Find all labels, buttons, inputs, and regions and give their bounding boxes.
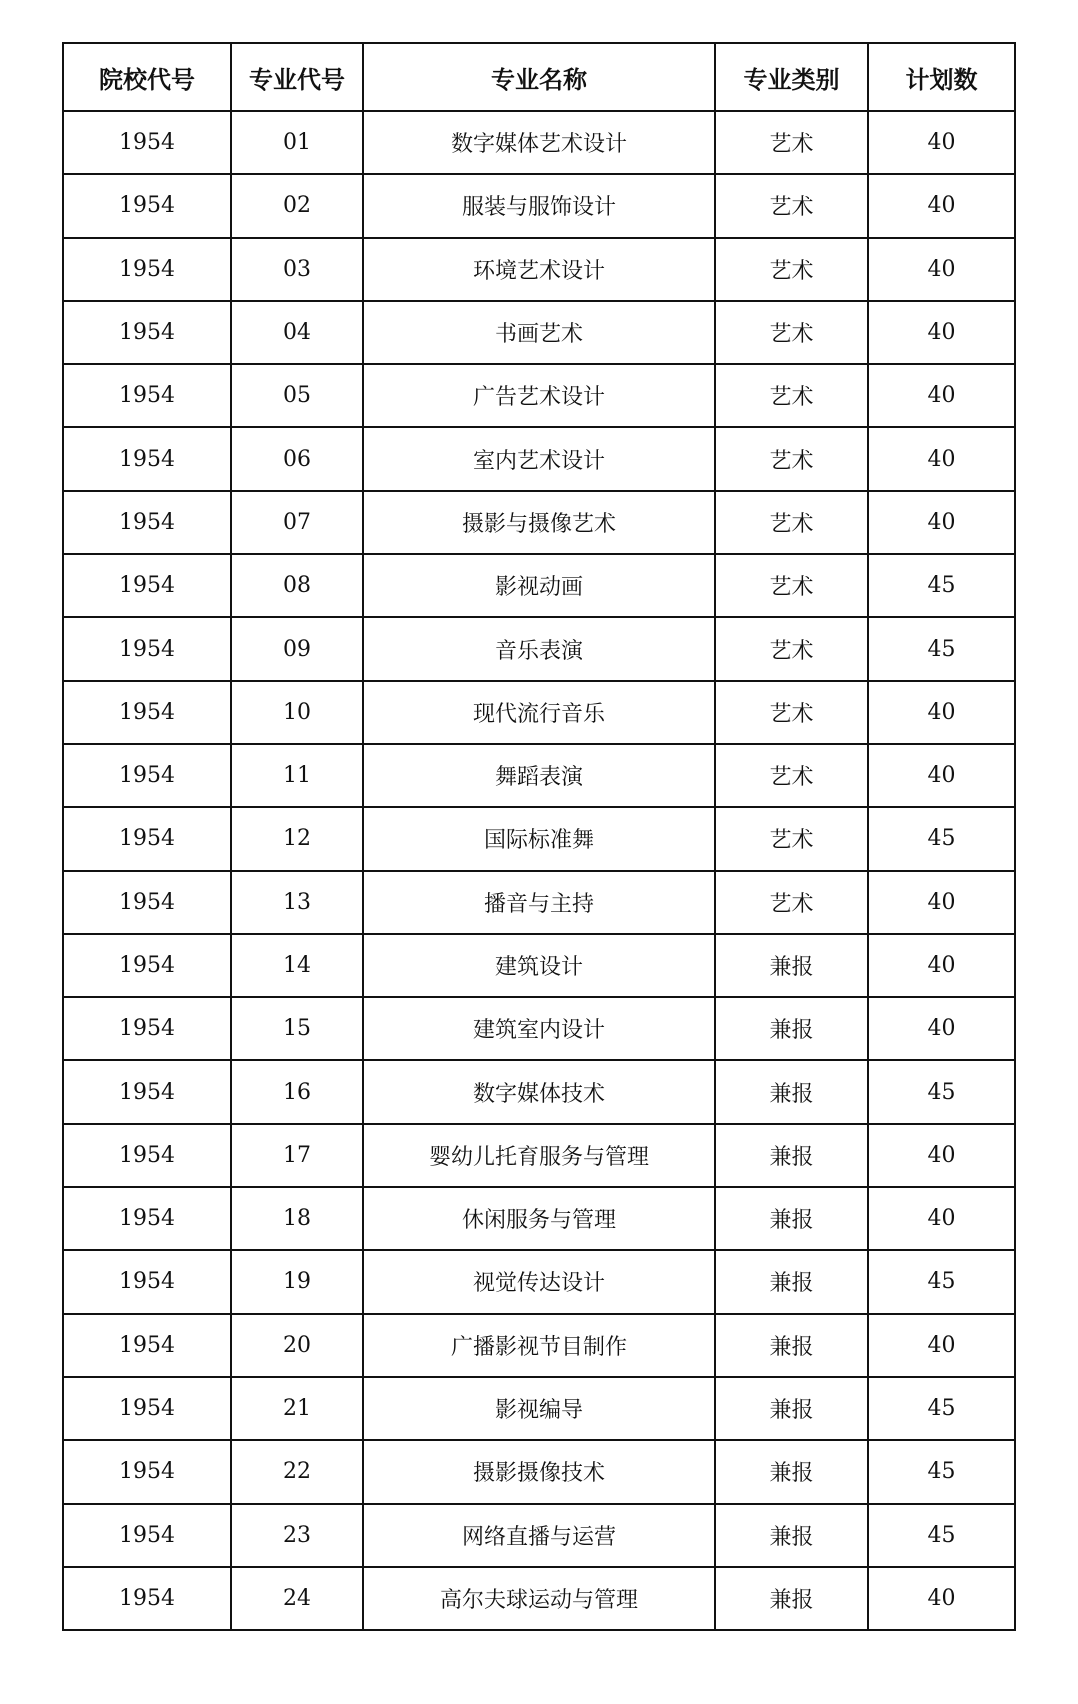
plan-count-cell: 40: [868, 934, 1015, 997]
major-name-cell: 广播影视节目制作: [363, 1314, 715, 1377]
table-row: [63, 681, 1015, 744]
table-header: [63, 43, 1015, 111]
plan-count-cell: 45: [868, 1060, 1015, 1123]
major-category-cell: 艺术: [715, 427, 868, 490]
table-row: [63, 1250, 1015, 1313]
school-code-cell: 1954: [63, 554, 231, 617]
header-school-code: 院校代号: [63, 43, 231, 111]
school-code-cell: 1954: [63, 427, 231, 490]
plan-count-cell: 45: [868, 807, 1015, 870]
major-code-cell: 15: [231, 997, 363, 1060]
major-category-cell: 艺术: [715, 238, 868, 301]
header-major-code: 专业代号: [231, 43, 363, 111]
major-name-cell: 网络直播与运营: [363, 1504, 715, 1567]
school-code-cell: 1954: [63, 617, 231, 680]
major-code-cell: 24: [231, 1567, 363, 1630]
major-code-cell: 12: [231, 807, 363, 870]
major-code-cell: 20: [231, 1314, 363, 1377]
school-code-cell: 1954: [63, 1440, 231, 1503]
enrollment-plan-table: [62, 42, 1016, 1631]
major-category-cell: 兼报: [715, 1504, 868, 1567]
major-name-cell: 婴幼儿托育服务与管理: [363, 1124, 715, 1187]
major-code-cell: 14: [231, 934, 363, 997]
major-name-cell: 影视编导: [363, 1377, 715, 1440]
table-row: [63, 238, 1015, 301]
major-category-cell: 艺术: [715, 301, 868, 364]
major-code-cell: 23: [231, 1504, 363, 1567]
table-row: [63, 1124, 1015, 1187]
major-category-cell: 兼报: [715, 1187, 868, 1250]
major-name-cell: 建筑设计: [363, 934, 715, 997]
header-major-name: 专业名称: [363, 43, 715, 111]
major-category-cell: 兼报: [715, 1060, 868, 1123]
school-code-cell: 1954: [63, 1567, 231, 1630]
major-category-cell: 艺术: [715, 554, 868, 617]
major-name-cell: 服装与服饰设计: [363, 174, 715, 237]
table-row: [63, 554, 1015, 617]
major-name-cell: 播音与主持: [363, 871, 715, 934]
plan-count-cell: 40: [868, 997, 1015, 1060]
table-row: [63, 1567, 1015, 1630]
school-code-cell: 1954: [63, 807, 231, 870]
table-row: [63, 997, 1015, 1060]
plan-count-cell: 40: [868, 427, 1015, 490]
plan-count-cell: 40: [868, 301, 1015, 364]
plan-count-cell: 45: [868, 617, 1015, 680]
plan-count-cell: 40: [868, 744, 1015, 807]
school-code-cell: 1954: [63, 1060, 231, 1123]
table-body: [63, 111, 1015, 1630]
school-code-cell: 1954: [63, 111, 231, 174]
major-code-cell: 04: [231, 301, 363, 364]
table-row: [63, 1187, 1015, 1250]
table-row: [63, 491, 1015, 554]
major-name-cell: 音乐表演: [363, 617, 715, 680]
plan-count-cell: 40: [868, 681, 1015, 744]
plan-count-cell: 40: [868, 491, 1015, 554]
major-category-cell: 艺术: [715, 871, 868, 934]
major-category-cell: 兼报: [715, 1250, 868, 1313]
major-name-cell: 摄影摄像技术: [363, 1440, 715, 1503]
table-row: [63, 1440, 1015, 1503]
major-code-cell: 13: [231, 871, 363, 934]
major-name-cell: 影视动画: [363, 554, 715, 617]
plan-count-cell: 40: [868, 1314, 1015, 1377]
major-category-cell: 艺术: [715, 491, 868, 554]
header-major-category: 专业类别: [715, 43, 868, 111]
table-row: [63, 871, 1015, 934]
major-code-cell: 18: [231, 1187, 363, 1250]
major-code-cell: 02: [231, 174, 363, 237]
major-category-cell: 艺术: [715, 807, 868, 870]
table-row: [63, 1504, 1015, 1567]
table-row: [63, 174, 1015, 237]
header-row: [63, 43, 1015, 111]
major-code-cell: 17: [231, 1124, 363, 1187]
school-code-cell: 1954: [63, 681, 231, 744]
major-category-cell: 兼报: [715, 1124, 868, 1187]
school-code-cell: 1954: [63, 174, 231, 237]
school-code-cell: 1954: [63, 1250, 231, 1313]
table-row: [63, 934, 1015, 997]
table-row: [63, 807, 1015, 870]
plan-count-cell: 45: [868, 1440, 1015, 1503]
school-code-cell: 1954: [63, 1124, 231, 1187]
major-code-cell: 10: [231, 681, 363, 744]
school-code-cell: 1954: [63, 1377, 231, 1440]
major-code-cell: 19: [231, 1250, 363, 1313]
major-category-cell: 兼报: [715, 997, 868, 1060]
plan-count-cell: 45: [868, 1504, 1015, 1567]
document-page: [62, 42, 1014, 1631]
major-name-cell: 建筑室内设计: [363, 997, 715, 1060]
school-code-cell: 1954: [63, 491, 231, 554]
major-name-cell: 书画艺术: [363, 301, 715, 364]
header-plan-count: 计划数: [868, 43, 1015, 111]
table-row: [63, 617, 1015, 680]
school-code-cell: 1954: [63, 301, 231, 364]
plan-count-cell: 45: [868, 1377, 1015, 1440]
school-code-cell: 1954: [63, 871, 231, 934]
school-code-cell: 1954: [63, 934, 231, 997]
major-category-cell: 兼报: [715, 934, 868, 997]
major-category-cell: 艺术: [715, 364, 868, 427]
major-name-cell: 广告艺术设计: [363, 364, 715, 427]
plan-count-cell: 45: [868, 1250, 1015, 1313]
major-name-cell: 国际标准舞: [363, 807, 715, 870]
school-code-cell: 1954: [63, 1504, 231, 1567]
plan-count-cell: 40: [868, 238, 1015, 301]
major-code-cell: 03: [231, 238, 363, 301]
plan-count-cell: 40: [868, 174, 1015, 237]
school-code-cell: 1954: [63, 1314, 231, 1377]
major-category-cell: 兼报: [715, 1314, 868, 1377]
major-name-cell: 数字媒体艺术设计: [363, 111, 715, 174]
plan-count-cell: 40: [868, 1567, 1015, 1630]
plan-count-cell: 40: [868, 1124, 1015, 1187]
major-code-cell: 16: [231, 1060, 363, 1123]
table-row: [63, 111, 1015, 174]
major-name-cell: 高尔夫球运动与管理: [363, 1567, 715, 1630]
school-code-cell: 1954: [63, 238, 231, 301]
major-name-cell: 现代流行音乐: [363, 681, 715, 744]
major-category-cell: 艺术: [715, 681, 868, 744]
table-row: [63, 427, 1015, 490]
school-code-cell: 1954: [63, 364, 231, 427]
plan-count-cell: 40: [868, 111, 1015, 174]
plan-count-cell: 40: [868, 1187, 1015, 1250]
major-code-cell: 07: [231, 491, 363, 554]
major-category-cell: 兼报: [715, 1567, 868, 1630]
major-code-cell: 06: [231, 427, 363, 490]
table-row: [63, 301, 1015, 364]
table-row: [63, 364, 1015, 427]
major-code-cell: 22: [231, 1440, 363, 1503]
major-category-cell: 兼报: [715, 1377, 868, 1440]
major-name-cell: 视觉传达设计: [363, 1250, 715, 1313]
major-code-cell: 09: [231, 617, 363, 680]
major-code-cell: 08: [231, 554, 363, 617]
school-code-cell: 1954: [63, 744, 231, 807]
major-code-cell: 11: [231, 744, 363, 807]
major-category-cell: 艺术: [715, 174, 868, 237]
table-row: [63, 744, 1015, 807]
major-name-cell: 摄影与摄像艺术: [363, 491, 715, 554]
major-category-cell: 艺术: [715, 744, 868, 807]
plan-count-cell: 40: [868, 871, 1015, 934]
major-code-cell: 21: [231, 1377, 363, 1440]
table-row: [63, 1314, 1015, 1377]
plan-count-cell: 45: [868, 554, 1015, 617]
school-code-cell: 1954: [63, 1187, 231, 1250]
major-category-cell: 兼报: [715, 1440, 868, 1503]
school-code-cell: 1954: [63, 997, 231, 1060]
major-name-cell: 舞蹈表演: [363, 744, 715, 807]
major-category-cell: 艺术: [715, 617, 868, 680]
table-row: [63, 1060, 1015, 1123]
major-name-cell: 数字媒体技术: [363, 1060, 715, 1123]
major-code-cell: 05: [231, 364, 363, 427]
major-category-cell: 艺术: [715, 111, 868, 174]
major-name-cell: 休闲服务与管理: [363, 1187, 715, 1250]
plan-count-cell: 40: [868, 364, 1015, 427]
major-code-cell: 01: [231, 111, 363, 174]
table-row: [63, 1377, 1015, 1440]
major-name-cell: 环境艺术设计: [363, 238, 715, 301]
major-name-cell: 室内艺术设计: [363, 427, 715, 490]
